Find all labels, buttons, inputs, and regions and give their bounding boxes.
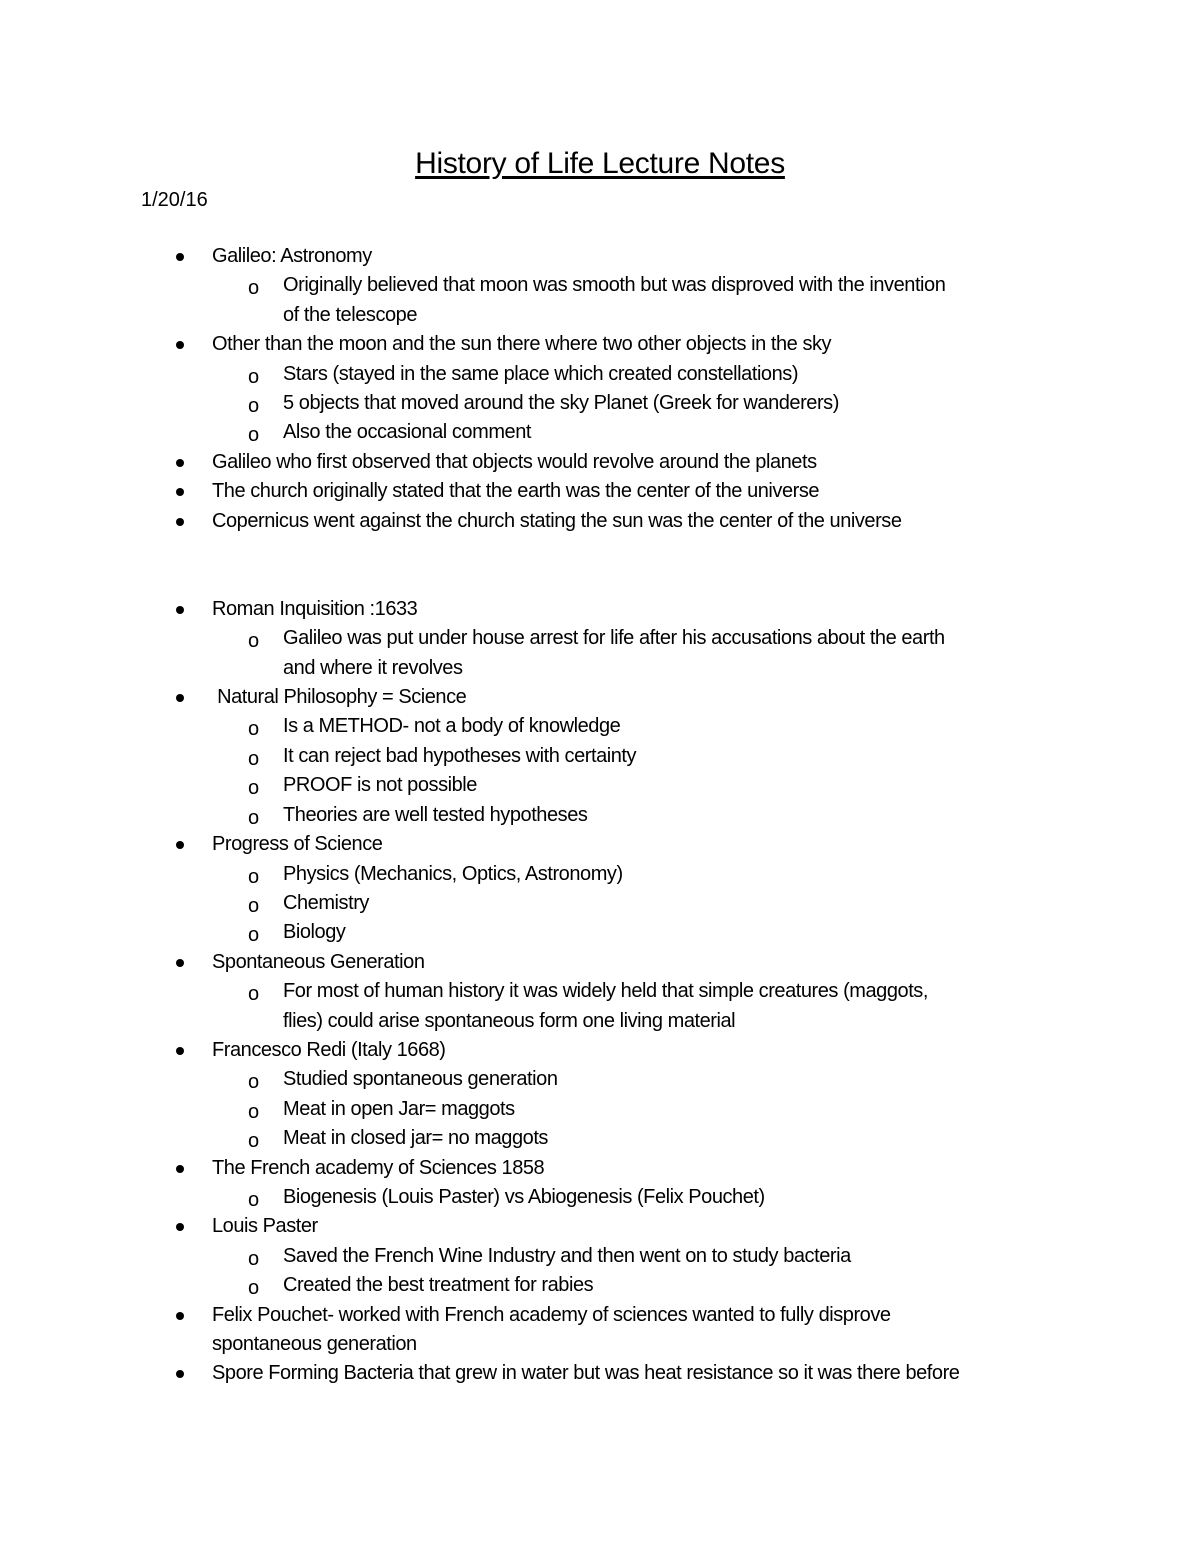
sub-bullet-item xyxy=(0,360,1200,389)
note-text: Natural Philosophy = Science xyxy=(212,686,467,709)
note-text: Is a METHOD- not a body of knowledge xyxy=(283,715,621,738)
filled-bullet-icon xyxy=(176,518,184,526)
sub-bullet-item xyxy=(0,712,1200,741)
note-text: Roman Inquisition :1633 xyxy=(212,597,418,620)
hollow-bullet-icon: o xyxy=(248,424,259,447)
bullet-item xyxy=(0,948,1200,977)
filled-bullet-icon xyxy=(176,1047,184,1055)
blank-line xyxy=(0,565,1200,594)
hollow-bullet-icon: o xyxy=(248,924,259,947)
sub-bullet-item xyxy=(0,742,1200,771)
hollow-bullet-icon: o xyxy=(248,865,259,888)
note-text: Chemistry xyxy=(283,891,369,914)
hollow-bullet-icon: o xyxy=(248,806,259,829)
sub-bullet-item xyxy=(0,389,1200,418)
sub-bullet-item xyxy=(0,889,1200,918)
filled-bullet-icon xyxy=(176,341,184,349)
note-text: Copernicus went against the church stating the sun was the center of the universe xyxy=(212,509,902,532)
filled-bullet-icon xyxy=(176,694,184,702)
page-date: 1/20/16 xyxy=(141,189,208,211)
page-title: History of Life Lecture Notes xyxy=(415,147,785,180)
sub-bullet-item xyxy=(0,977,1200,1006)
sub-bullet-item xyxy=(0,801,1200,830)
note-text: Originally believed that moon was smooth but was disproved with the invention xyxy=(283,274,946,297)
sub-bullet-item xyxy=(0,271,1200,300)
hollow-bullet-icon: o xyxy=(248,1277,259,1300)
sub-bullet-item xyxy=(0,1271,1200,1300)
hollow-bullet-icon: o xyxy=(248,1247,259,1270)
note-text: Louis Paster xyxy=(212,1215,318,1238)
note-text: of the telescope xyxy=(283,303,418,326)
hollow-bullet-icon: o xyxy=(248,894,259,917)
note-text: Progress of Science xyxy=(212,833,383,856)
note-text: Other than the moon and the sun there where two other objects in the sky xyxy=(212,333,832,356)
note-text: Saved the French Wine Industry and then went on to study bacteria xyxy=(283,1244,851,1267)
hollow-bullet-icon: o xyxy=(248,1130,259,1153)
sub-bullet-item xyxy=(0,1095,1200,1124)
note-text: Galileo who first observed that objects would revolve around the planets xyxy=(212,450,817,473)
notes-list xyxy=(0,242,1200,1389)
note-text: Biology xyxy=(283,921,346,944)
filled-bullet-icon xyxy=(176,488,184,496)
filled-bullet-icon xyxy=(176,1312,184,1320)
filled-bullet-icon xyxy=(176,459,184,467)
note-text: Theories are well tested hypotheses xyxy=(283,803,588,826)
sub-bullet-continuation xyxy=(0,301,1200,330)
bullet-item xyxy=(0,242,1200,271)
note-text: Created the best treatment for rabies xyxy=(283,1274,594,1297)
sub-bullet-continuation xyxy=(0,654,1200,683)
note-text: The French academy of Sciences 1858 xyxy=(212,1156,545,1179)
note-text: Meat in open Jar= maggots xyxy=(283,1097,515,1120)
hollow-bullet-icon: o xyxy=(248,718,259,741)
note-text: Galileo: Astronomy xyxy=(212,245,372,267)
note-text: Also the occasional comment xyxy=(283,421,531,444)
bullet-item xyxy=(0,507,1200,536)
note-text: flies) could arise spontaneous form one living material xyxy=(283,1009,736,1032)
hollow-bullet-icon: o xyxy=(248,1071,259,1094)
bullet-item xyxy=(0,1301,1200,1330)
note-text: spontaneous generation xyxy=(212,1333,417,1355)
bullet-item xyxy=(0,1359,1200,1388)
bullet-item xyxy=(0,683,1200,712)
bullet-item xyxy=(0,595,1200,624)
filled-bullet-icon xyxy=(176,959,184,967)
bullet-item xyxy=(0,830,1200,859)
note-text: Felix Pouchet- worked with French academy of sciences wanted to fully disprove xyxy=(212,1303,891,1326)
filled-bullet-icon xyxy=(176,1165,184,1173)
bullet-item xyxy=(0,477,1200,506)
hollow-bullet-icon: o xyxy=(248,277,259,300)
hollow-bullet-icon: o xyxy=(248,1100,259,1123)
sub-bullet-item xyxy=(0,624,1200,653)
hollow-bullet-icon: o xyxy=(248,1188,259,1211)
sub-bullet-item xyxy=(0,860,1200,889)
note-text: Stars (stayed in the same place which created constellations) xyxy=(283,362,799,385)
sub-bullet-continuation xyxy=(0,1007,1200,1036)
blank-line xyxy=(0,536,1200,565)
bullet-item xyxy=(0,448,1200,477)
sub-bullet-item xyxy=(0,1124,1200,1153)
note-text: PROOF is not possible xyxy=(283,774,477,797)
note-text: Studied spontaneous generation xyxy=(283,1068,558,1091)
note-text: It can reject bad hypotheses with certainty xyxy=(283,744,637,767)
note-text: The church originally stated that the earth was the center of the universe xyxy=(212,480,820,503)
bullet-item xyxy=(0,1212,1200,1241)
filled-bullet-icon xyxy=(176,253,184,261)
note-text: Meat in closed jar= no maggots xyxy=(283,1127,548,1150)
note-text: and where it revolves xyxy=(283,656,463,679)
filled-bullet-icon xyxy=(176,606,184,614)
note-text: Galileo was put under house arrest for life after his accusations about the earth xyxy=(283,627,945,650)
note-text: For most of human history it was widely held that simple creatures (maggots, xyxy=(283,980,928,1003)
note-text: Biogenesis (Louis Paster) vs Abiogenesis (Felix Pouchet) xyxy=(283,1185,765,1208)
hollow-bullet-icon: o xyxy=(248,777,259,800)
note-text: Spontaneous Generation xyxy=(212,950,425,973)
bullet-item xyxy=(0,1036,1200,1065)
note-text: 5 objects that moved around the sky Planet (Greek for wanderers) xyxy=(283,392,839,415)
hollow-bullet-icon: o xyxy=(248,983,259,1006)
hollow-bullet-icon: o xyxy=(248,365,259,388)
sub-bullet-item xyxy=(0,1242,1200,1271)
hollow-bullet-icon: o xyxy=(248,747,259,770)
filled-bullet-icon xyxy=(176,841,184,849)
sub-bullet-item xyxy=(0,1183,1200,1212)
bullet-continuation xyxy=(0,1330,1200,1359)
note-text: Physics (Mechanics, Optics, Astronomy) xyxy=(283,862,623,885)
note-text: Francesco Redi (Italy 1668) xyxy=(212,1038,446,1061)
hollow-bullet-icon: o xyxy=(248,630,259,653)
hollow-bullet-icon: o xyxy=(248,395,259,418)
filled-bullet-icon xyxy=(176,1223,184,1231)
filled-bullet-icon xyxy=(176,1370,184,1378)
sub-bullet-item xyxy=(0,418,1200,447)
sub-bullet-item xyxy=(0,771,1200,800)
bullet-item xyxy=(0,1154,1200,1183)
note-text: Spore Forming Bacteria that grew in water but was heat resistance so it was there before xyxy=(212,1362,960,1385)
sub-bullet-item xyxy=(0,918,1200,947)
bullet-item xyxy=(0,330,1200,359)
sub-bullet-item xyxy=(0,1065,1200,1094)
